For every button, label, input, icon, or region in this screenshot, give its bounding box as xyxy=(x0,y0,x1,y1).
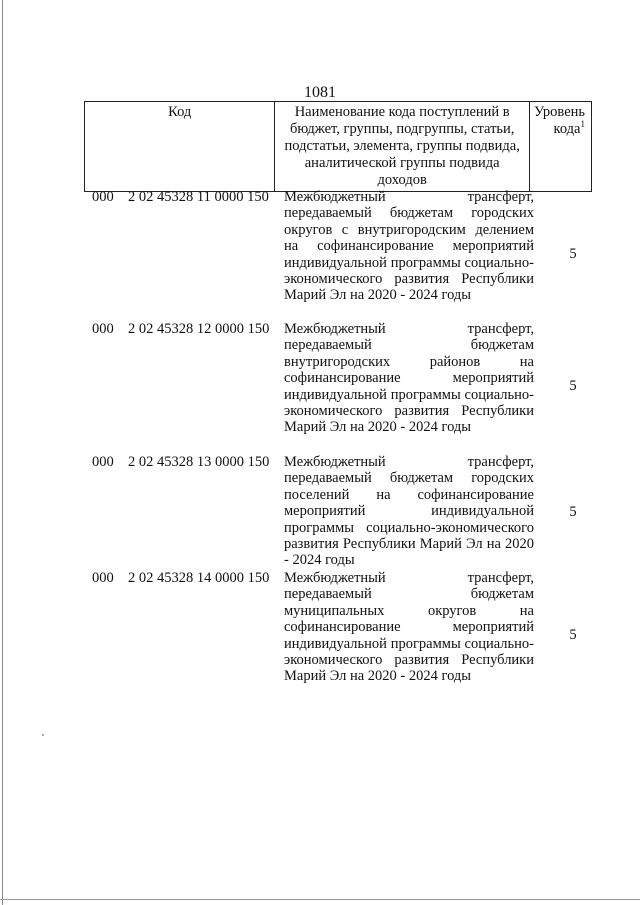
row-prefix: 000 xyxy=(92,321,114,337)
page-edge-bottom xyxy=(0,899,640,900)
row-prefix: 000 xyxy=(92,454,114,470)
row-prefix: 000 xyxy=(92,189,114,205)
row-level: 5 xyxy=(569,378,577,394)
row-name: Межбюджетный трансферт, передаваемый бюджетам городских округов с внутригородским делением на софинансирование мероприятий индивидуальной программы социально-экономического развития Республики Марий Эл на 2020 - 2024 годы xyxy=(284,189,534,304)
row-name: Межбюджетный трансферт, передаваемый бюджетам городских поселений на софинансирование мероприятий индивидуальной программы социально-экономического развития Республики Марий Эл на 2020 - 2024 годы xyxy=(284,454,534,569)
rows-list xyxy=(0,189,640,702)
list-item xyxy=(0,570,640,702)
header-code xyxy=(85,102,275,192)
row-prefix: 000 xyxy=(92,570,114,586)
row-level: 5 xyxy=(569,246,577,262)
list-item xyxy=(0,454,640,570)
list-item xyxy=(0,321,640,454)
scan-speck xyxy=(42,734,44,736)
header-table xyxy=(84,101,592,192)
row-code: 2 02 45328 11 0000 150 xyxy=(128,189,269,205)
row-name: Межбюджетный трансферт, передаваемый бюджетам внутригородских районов на софинансирование мероприятий индивидуальной программы социально-экономического развития Республики Марий Эл на 2020 - 2024 годы xyxy=(284,321,534,436)
header-name xyxy=(275,102,529,192)
row-code: 2 02 45328 12 0000 150 xyxy=(128,321,270,337)
row-level: 5 xyxy=(569,627,577,643)
row-code: 2 02 45328 14 0000 150 xyxy=(128,570,270,586)
header-row xyxy=(85,102,592,192)
page-number: 1081 xyxy=(304,84,336,101)
header-name-label: Наименование кода поступлений в бюджет, группы, подгруппы, статьи, подстатьи, элемента, группы подвида, аналитической группы подвида доходов xyxy=(284,104,520,188)
header-code-label: Код xyxy=(168,104,192,120)
row-code: 2 02 45328 13 0000 150 xyxy=(128,454,270,470)
row-level: 5 xyxy=(569,504,577,520)
footnote-mark: 1 xyxy=(580,119,585,130)
list-item xyxy=(0,189,640,321)
header-level-label: Уровень кода xyxy=(533,104,585,137)
header-level xyxy=(529,102,591,192)
row-name: Межбюджетный трансферт, передаваемый бюджетам муниципальных округов на софинансирование мероприятий индивидуальной программы социально-экономического развития Республики Марий Эл на 2020 - 2024 годы xyxy=(284,570,534,685)
